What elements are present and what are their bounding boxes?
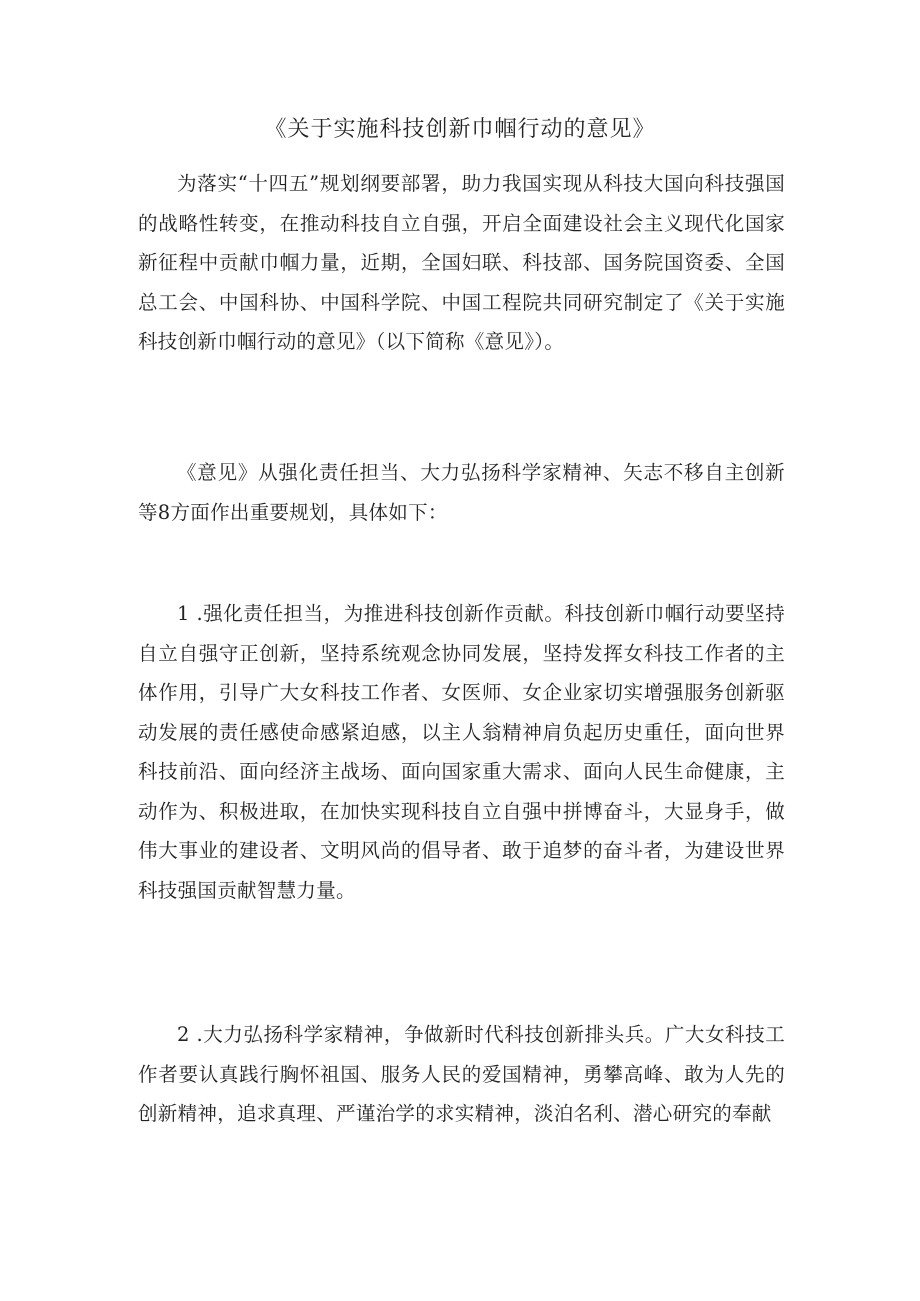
paragraph-item-1: 1 .强化责任担当，为推进科技创新作贡献。科技创新巾帼行动要坚持自立自强守正创新，坚持系统观念协同发展，坚持发挥女科技工作者的主体作用，引导广大女科技工作者、女医师、女企业家切实增强服务创新驱动发展的责任感使命感紧迫感，以主人翁精神肩负起历史重任，面向世界科技前沿、面向经济主战场、面向国家重大需求、面向人民生命健康，主动作为、积极进取，在加快实现科技自立自强中拼博奋斗，大显身手，做伟大事业的建设者、文明风尚的倡导者、敢于追梦的奋斗者，为建设世界科技强国贡献智慧力量。: [138, 602, 785, 902]
document-title: 《关于实施科技创新巾帼行动的意见》: [264, 117, 656, 142]
paragraph-intro: 为落实“十四五”规划纲要部署，助力我国实现从科技大国向科技强国的战略性转变，在推动科技自立自强，开启全面建设社会主义现代化国家新征程中贡献巾帼力量，近期，全国妇联、科技部、国务院国资委、全国总工会、中国科协、中国科学院、中国工程院共同研究制定了《关于实施科技创新巾帼行动的意见》（以下简称《意见》）。: [138, 172, 785, 353]
paragraph-overview: 《意见》从强化责任担当、大力弘扬科学家精神、矢志不移自主创新等8方面作出重要规划，具体如下：: [138, 461, 785, 524]
paragraph-item-2: 2 .大力弘扬科学家精神，争做新时代科技创新排头兵。广大女科技工作者要认真践行胸怀祖国、服务人民的爱国精神，勇攀高峰、敢为人先的创新精神，追求真理、严谨治学的求实精神，淡泊名利、潜心研究的奉献: [138, 1023, 785, 1125]
